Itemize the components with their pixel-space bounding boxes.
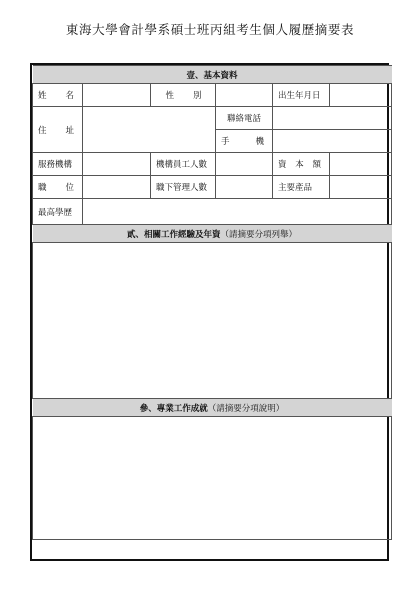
experience-field[interactable] — [33, 243, 392, 399]
phone-label: 聯絡電話 — [216, 107, 273, 130]
achievements-field[interactable] — [33, 417, 392, 540]
name-field[interactable] — [83, 84, 151, 107]
section-achievements-title: 參、專業工作成就 — [139, 403, 208, 414]
section-basic-header: 壹、基本資料 — [33, 66, 392, 84]
section-experience-header — [33, 225, 392, 243]
subordinates-field[interactable] — [216, 176, 273, 199]
section-experience-title: 貳、相關工作經驗及年資 — [126, 229, 221, 240]
mobile-label-char2: 機 — [255, 137, 264, 147]
mobile-field[interactable] — [273, 130, 392, 153]
products-label: 主要產品 — [273, 176, 330, 199]
name-label — [33, 84, 83, 107]
address-label — [33, 107, 83, 153]
capital-label-char3: 額 — [312, 160, 321, 170]
birthdate-label: 出生年月日 — [273, 84, 330, 107]
gender-field[interactable] — [216, 84, 273, 107]
resume-form — [30, 63, 389, 561]
gender-label — [151, 84, 216, 107]
address-label-char1: 住 — [38, 125, 47, 136]
education-field[interactable] — [83, 199, 392, 225]
capital-label-char2: 本 — [295, 160, 304, 170]
address-field[interactable] — [83, 107, 216, 153]
section-experience-note: （請摘要分項列舉） — [220, 229, 298, 240]
capital-field[interactable] — [330, 153, 392, 176]
subordinates-label: 職下管理人數 — [151, 176, 216, 199]
mobile-label — [216, 130, 273, 153]
position-label-char1: 職 — [38, 183, 47, 193]
gender-label-char1: 性 — [165, 91, 174, 101]
products-field[interactable] — [330, 176, 392, 199]
phone-field[interactable] — [273, 107, 392, 130]
employees-field[interactable] — [216, 153, 273, 176]
employees-label: 機構員工人數 — [151, 153, 216, 176]
mobile-label-char1: 手 — [221, 137, 230, 147]
position-label-char2: 位 — [65, 183, 74, 193]
position-label — [33, 176, 83, 199]
address-label-char2: 址 — [65, 125, 74, 136]
name-label-char2: 名 — [65, 91, 74, 101]
education-label: 最高學歷 — [33, 199, 83, 225]
capital-label-char1: 資 — [278, 160, 287, 170]
document-title: 東海大學會計學系碩士班丙組考生個人履歷摘要表 — [65, 22, 355, 37]
form-table — [32, 65, 392, 540]
birthdate-field[interactable] — [330, 84, 392, 107]
capital-label — [273, 153, 330, 176]
section-achievements-header — [33, 399, 392, 417]
name-label-char1: 姓 — [38, 91, 47, 101]
position-field[interactable] — [83, 176, 151, 199]
gender-label-char2: 別 — [192, 91, 202, 101]
employer-label: 服務機構 — [33, 153, 83, 176]
section-achievements-note: （請摘要分項說明） — [207, 403, 285, 414]
employer-field[interactable] — [83, 153, 151, 176]
